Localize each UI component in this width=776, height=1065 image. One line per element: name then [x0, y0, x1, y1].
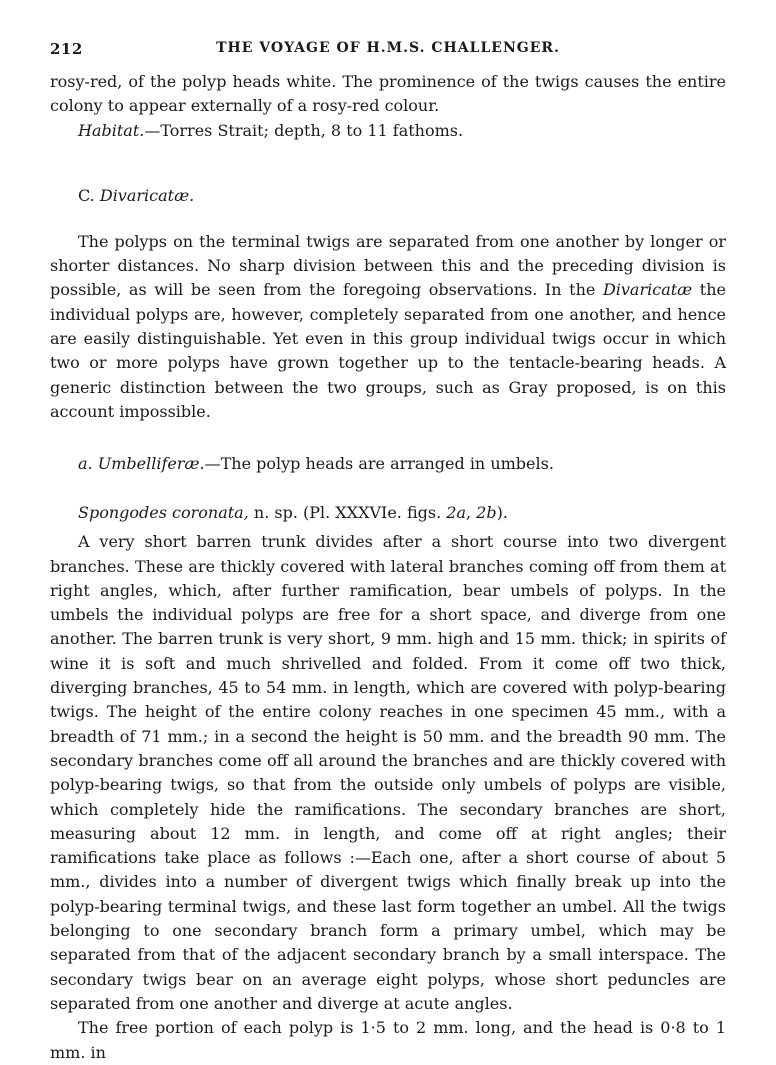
habitat-label: Habitat.	[78, 120, 145, 140]
species-label: n. sp. (Pl. XXXVIe. figs.	[248, 503, 447, 523]
subsection-letter: a.	[78, 454, 93, 474]
habitat-text: —Torres Strait; depth, 8 to 11 fathoms.	[144, 120, 464, 140]
description-paragraph-2: The free portion of each polyp is 1·5 to 2 mm. long, and the head is 0·8 to 1 mm. in	[50, 1018, 726, 1062]
section-letter: C.	[78, 185, 95, 205]
species-fig-a: 2a	[446, 503, 466, 523]
continuation-paragraph: rosy-red, of the polyp heads white. The prominence of the twigs causes the entire colony to appear externally of a rosy-red colour.	[50, 72, 726, 116]
section-c-paragraph	[50, 230, 726, 424]
species-heading	[50, 503, 726, 522]
species-sep: ,	[465, 503, 477, 523]
species-name: Spongodes coronata,	[78, 503, 249, 523]
section-name: Divaricatæ.	[99, 185, 195, 205]
section-c-text-1: The polyps on the terminal twigs are separated from one another by longer or shorter distances. No sharp division between this and the preceding division is possible, as will be seen from the foregoing observations. In the	[50, 231, 726, 300]
running-title: THE VOYAGE OF H.M.S. CHALLENGER.	[216, 40, 560, 56]
species-close: ).	[496, 503, 508, 523]
section-heading-c	[50, 186, 726, 205]
species-fig-b: 2b	[476, 503, 497, 523]
page-header	[50, 40, 726, 70]
subsection-name: Umbelliferæ.	[97, 454, 205, 474]
description-paragraph-1: A very short barren trunk divides after a short course into two divergent branches. These are thickly covered with lateral branches coming off from them at right angles, which, after further ramification, bear umbels of polyps. In the umbels the individual polyps are free for a short space, and diverge from one another. The barren trunk is very short, 9 mm. high and 15 mm. thick; in spirits of wine it is soft and much shrivelled and folded. From it come off two thick, diverging branches, 45 to 54 mm. in length, which are covered with polyp-bearing twigs. The height of the entire colony reaches in one specimen 45 mm., with a breadth of 71 mm.; in a second the height is 50 mm. and the breadth 90 mm. The secondary branches come off all around the branches and are thickly covered with polyp-bearing twigs, so that from the outside only umbels of polyps are visible, which completely hide the ramifications. The secondary branches are short, measuring about 12 mm. in length, and come off at right angles; their ramifications take place as follows :—Each one, after a short course of about 5 mm., divides into a number of divergent twigs which finally break up into the polyp-bearing terminal twigs, and these last form together an umbel. All the twigs belonging to one secondary branch form a primary umbel, which may be separated from that of the adjacent secondary branch by a small interspace. The secondary twigs bear on an average eight polyps, whose short peduncles are separated from one another and diverge at acute angles.	[50, 532, 726, 1013]
section-c-text-2: the individual polyps are, however, completely separated from one another, and hence are easily distinguishable. Yet even in this group individual twigs occur in which two or more polyps have grown together up to the tentacle-bearing heads. A generic distinction between the two groups, such as Gray proposed, is on this account impossible.	[50, 280, 726, 421]
subsection-heading-a	[50, 454, 726, 473]
subsection-text: —The polyp heads are arranged in umbels.	[204, 454, 554, 474]
book-page	[50, 40, 726, 1065]
habitat-line	[50, 119, 726, 143]
page-number: 212	[50, 40, 83, 58]
section-c-italic: Divaricatæ	[602, 280, 693, 300]
